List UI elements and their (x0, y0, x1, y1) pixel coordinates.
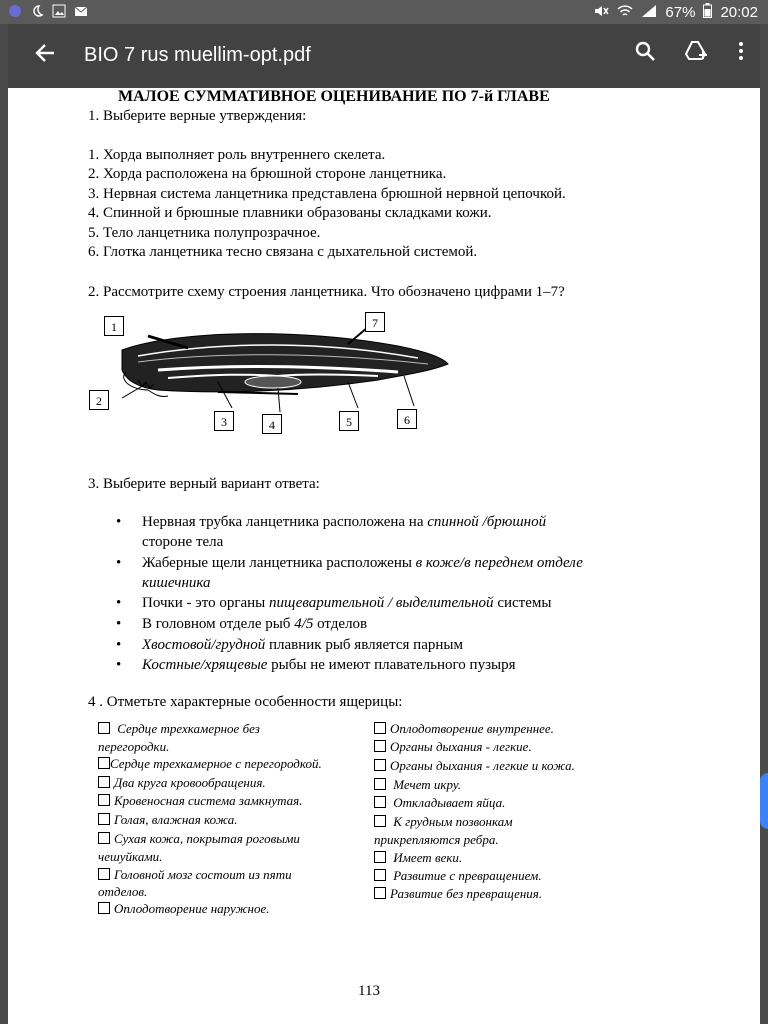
q3-option: Жаберные щели ланцетника расположены в коже/в переднем отделе (142, 555, 583, 571)
checkbox[interactable] (98, 832, 110, 844)
lizard-option: Развитие с превращением. (374, 868, 542, 884)
q3-option: В головном отделе рыб 4/5 отделов (142, 616, 368, 632)
q1-statement: 6. Глотка ланцетника тесно связана с дыхательной системой. (88, 244, 478, 260)
q3-option: кишечника (142, 575, 211, 591)
moon-icon (30, 4, 44, 18)
signal-icon (641, 4, 657, 22)
bullet-icon: • (116, 637, 122, 653)
search-icon[interactable] (634, 40, 656, 67)
page-number: 113 (358, 983, 380, 999)
q1-statement: 3. Нервная система ланцетника представлена брюшной нервной цепочкой. (88, 186, 566, 202)
lizard-option-cont: прикрепляются ребра. (374, 832, 499, 847)
checkbox[interactable] (374, 740, 386, 752)
lizard-option: Кровеносная система замкнутая. (98, 793, 302, 809)
question-4: 4 . Отметьте характерные особенности ящерицы: (88, 694, 403, 710)
lizard-option: Сухая кожа, покрытая роговыми (98, 831, 300, 847)
app-bar-actions (634, 40, 744, 67)
q1-statement: 4. Спинной и брюшные плавники образованы складками кожи. (88, 205, 492, 221)
mail-icon (74, 4, 88, 18)
diagram-label-4: 4 (262, 414, 282, 434)
question-2: 2. Рассмотрите схему строения ланцетника. Что обозначено цифрами 1–7? (88, 284, 565, 300)
bullet-icon: • (116, 514, 122, 530)
lizard-option: Откладывает яйца. (374, 795, 505, 811)
diagram-label-7: 7 (365, 312, 385, 332)
question-3: 3. Выберите верный вариант ответа: (88, 476, 320, 492)
q1-statement: 5. Тело ланцетника полупрозрачное. (88, 225, 321, 241)
lizard-option-cont: перегородки. (98, 739, 170, 754)
checkbox[interactable] (374, 887, 386, 899)
lizard-option: К грудным позвонкам (374, 814, 513, 830)
checkbox[interactable] (98, 902, 110, 914)
bullet-icon: • (116, 657, 122, 673)
diagram-label-3: 3 (214, 411, 234, 431)
diagram-label-2: 2 (89, 390, 109, 410)
checkbox[interactable] (374, 778, 386, 790)
battery-text: 67% (665, 4, 696, 21)
more-options-icon[interactable] (738, 40, 744, 67)
bullet-icon: • (116, 616, 122, 632)
checkbox[interactable] (374, 796, 386, 808)
q1-statement: 1. Хорда выполняет роль внутреннего скелета. (88, 147, 386, 163)
checkbox[interactable] (98, 868, 110, 880)
lizard-option: Сердце трехкамерное без (98, 721, 260, 737)
pdf-page[interactable] (8, 88, 760, 1024)
diagram-label-5: 5 (339, 411, 359, 431)
bullet-icon: • (116, 595, 122, 611)
lizard-option: Органы дыхания - легкие и кожа. (374, 758, 575, 774)
lizard-option: Головной мозг состоит из пяти (98, 867, 292, 883)
q3-option: Хвостовой/грудной плавник рыб является парным (142, 637, 463, 653)
checkbox[interactable] (374, 759, 386, 771)
checkbox[interactable] (98, 794, 110, 806)
app-notification-icon (8, 4, 22, 18)
lizard-option: Оплодотворение наружное. (98, 901, 270, 917)
checkbox[interactable] (98, 813, 110, 825)
mute-icon (593, 4, 609, 22)
bullet-icon: • (116, 555, 122, 571)
diagram-label-1: 1 (104, 316, 124, 336)
battery-icon (703, 3, 712, 22)
system-icons (593, 3, 758, 22)
question-1: 1. Выберите верные утверждения: (88, 108, 307, 124)
q3-option: Почки - это органы пищеварительной / выделительной системы (142, 595, 552, 611)
lizard-option: Мечет икру. (374, 777, 461, 793)
checkbox[interactable] (374, 869, 386, 881)
lizard-option-cont: чешуйками. (98, 849, 163, 864)
gallery-icon (52, 4, 66, 18)
q3-option: Нервная трубка ланцетника расположена на спинной /брюшной (142, 514, 547, 530)
status-bar (0, 0, 768, 24)
wifi-icon (617, 4, 633, 22)
lizard-option: Оплодотворение внутреннее. (374, 721, 554, 737)
checkbox[interactable] (98, 757, 110, 769)
checkbox[interactable] (98, 722, 110, 734)
lizard-option: Имеет веки. (374, 850, 462, 866)
q3-option: Костные/хрящевые рыбы не имеют плавательного пузыря (142, 657, 516, 673)
lizard-option: Развитие без превращения. (374, 886, 542, 902)
checkbox[interactable] (98, 776, 110, 788)
app-bar (8, 24, 760, 88)
page-heading: МАЛОЕ СУММАТИВНОЕ ОЦЕНИВАНИЕ ПО 7-й ГЛАВЕ (118, 88, 550, 105)
lizard-option: Сердце трехкамерное с перегородкой. (98, 756, 322, 772)
lizard-option: Органы дыхания - легкие. (374, 739, 532, 755)
fast-scroll-handle[interactable] (760, 773, 768, 829)
clock: 20:02 (720, 4, 758, 21)
lizard-option: Голая, влажная кожа. (98, 812, 238, 828)
document-title: BIO 7 rus muellim-opt.pdf (84, 44, 311, 66)
diagram-label-6: 6 (397, 409, 417, 429)
q1-statement: 2. Хорда расположена на брюшной стороне ланцетника. (88, 166, 447, 182)
checkbox[interactable] (374, 815, 386, 827)
lizard-option-cont: отделов. (98, 884, 148, 899)
checkbox[interactable] (374, 722, 386, 734)
checkbox[interactable] (374, 851, 386, 863)
back-arrow-icon[interactable] (34, 42, 56, 71)
add-to-drive-icon[interactable] (684, 40, 710, 67)
q3-option: стороне тела (142, 534, 224, 550)
notification-icons (8, 4, 88, 18)
lizard-option: Два круга кровообращения. (98, 775, 266, 791)
